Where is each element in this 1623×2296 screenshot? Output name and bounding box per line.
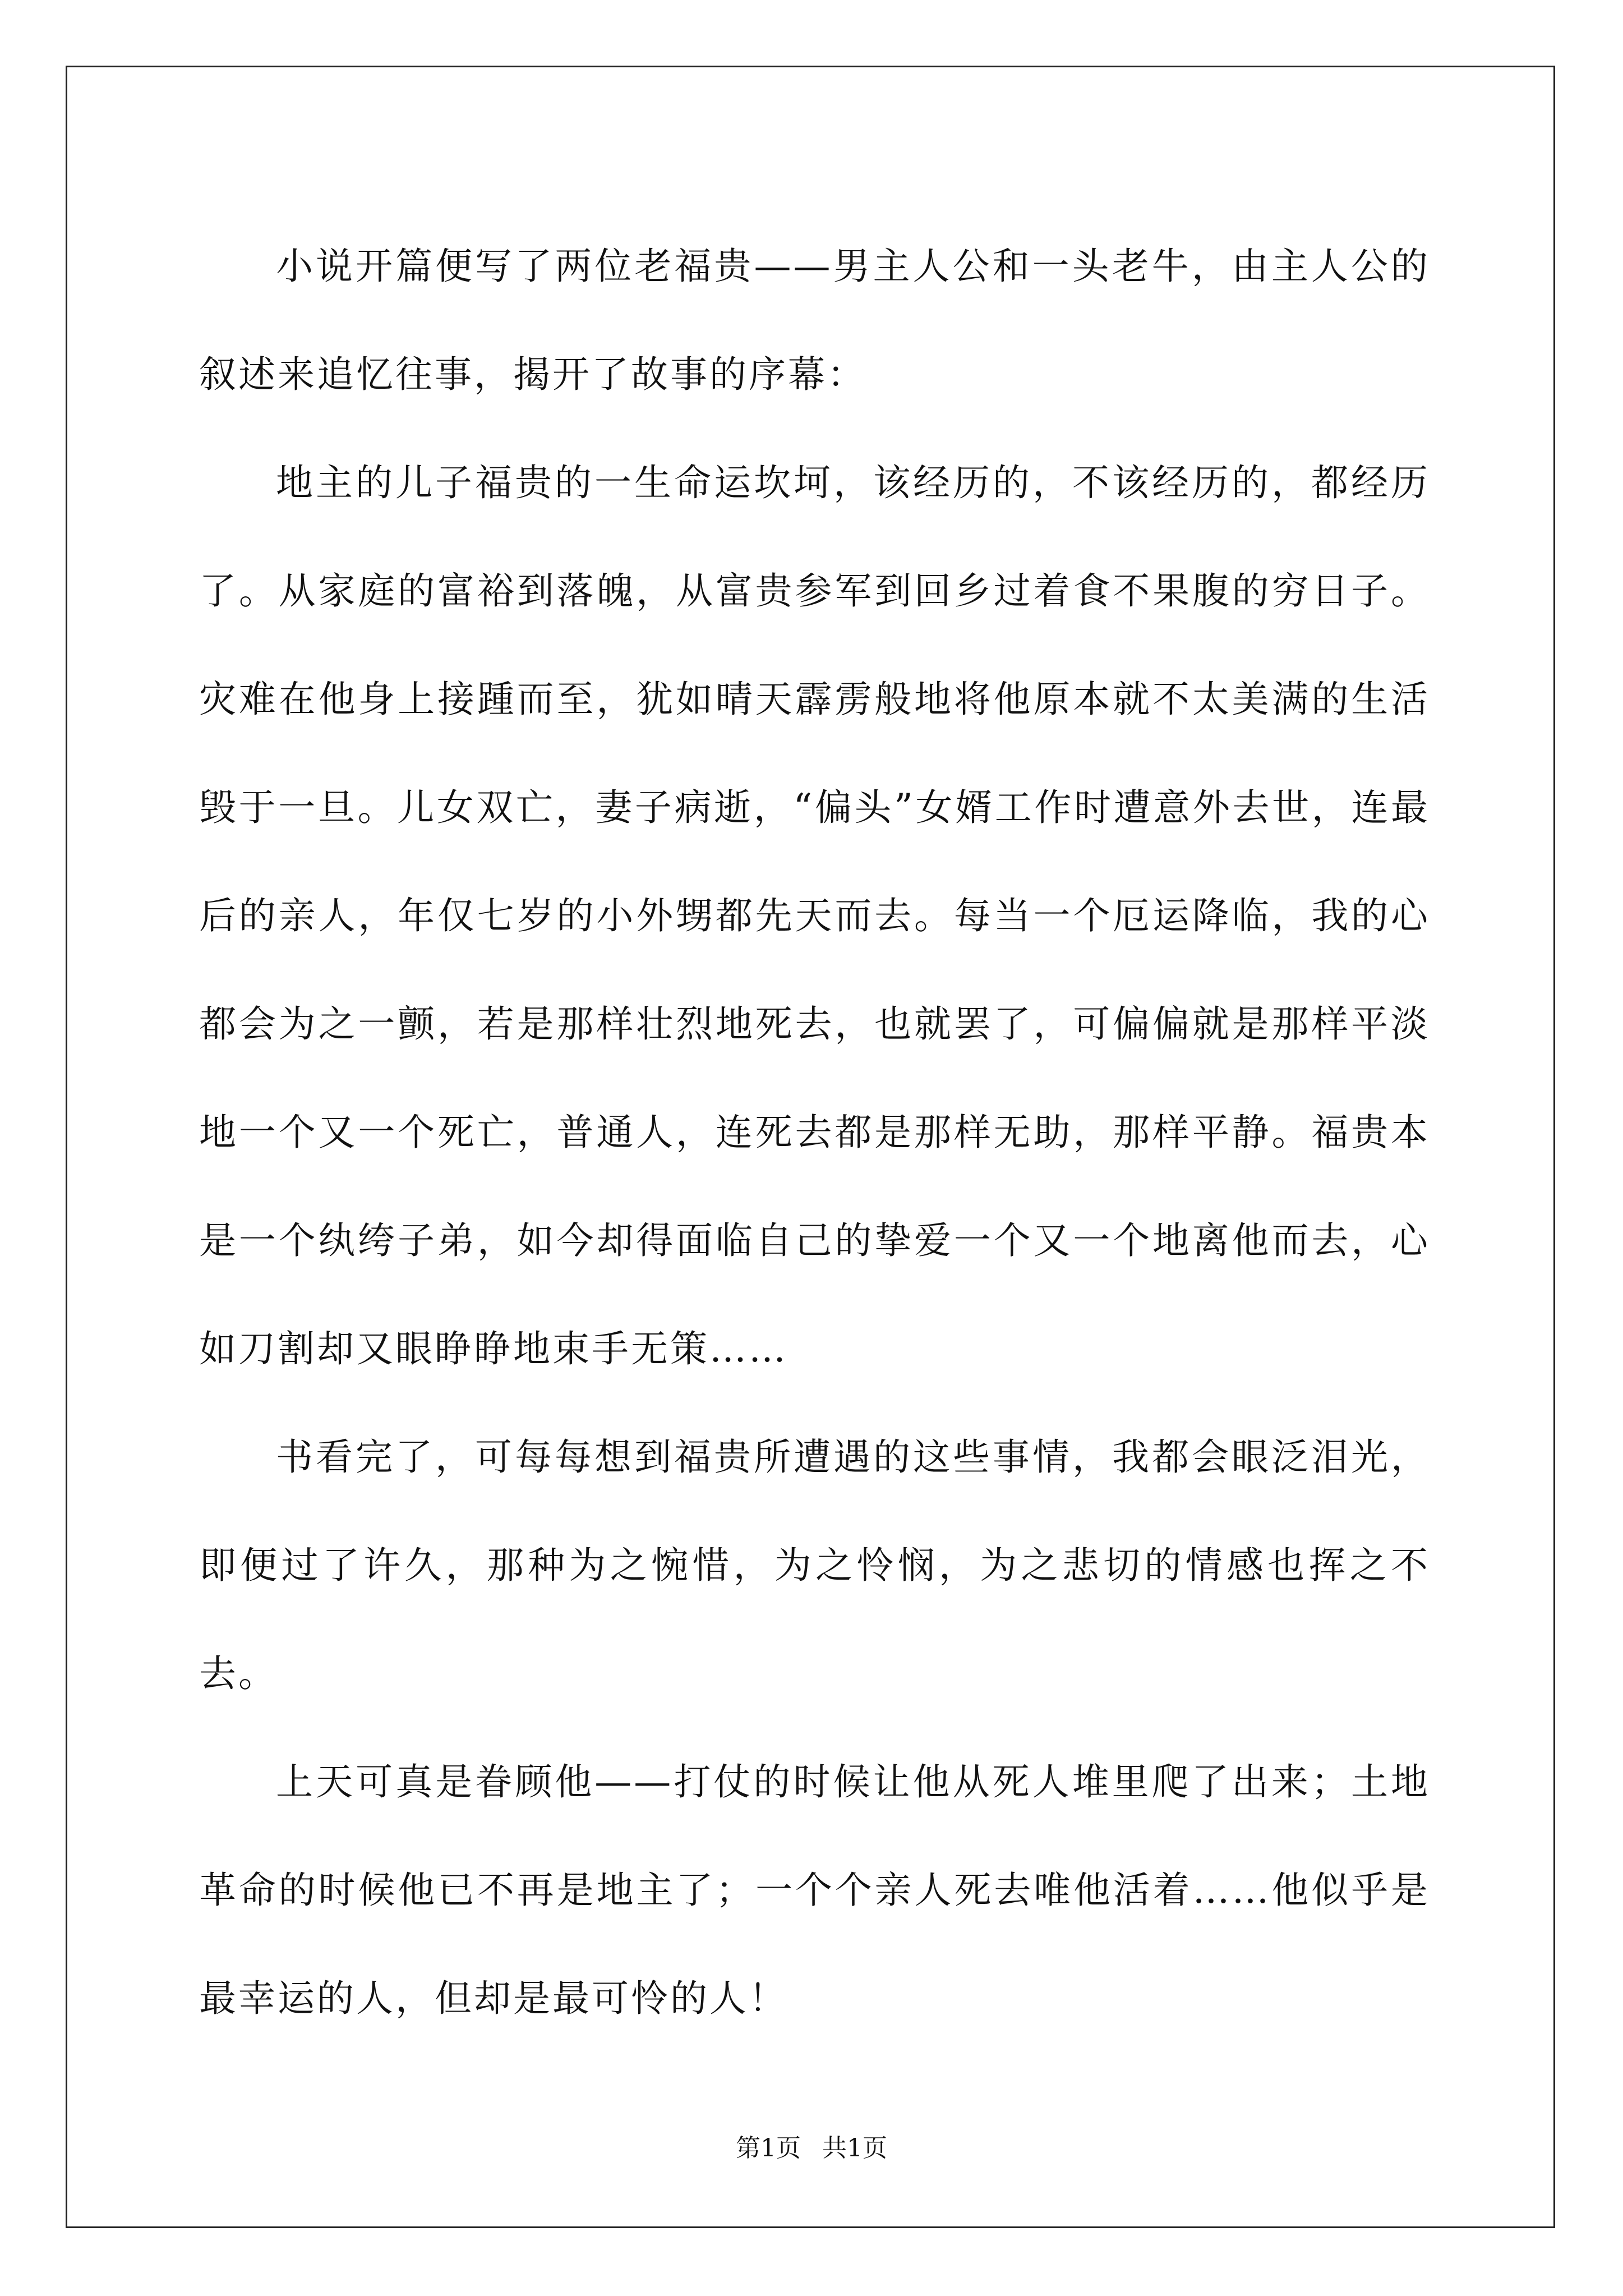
page-number-current: 第1页 — [736, 2134, 801, 2162]
paragraph-2: 地主的儿子福贵的一生命运坎坷，该经历的，不该经历的，都经历了。从家庭的富裕到落魄，从富贵参军到回乡过着食不果腹的穷日子。灾难在他身上接踵而至，犹如晴天霹雳般地将他原本就不太美满的生活毁于一旦。儿女双亡，妻子病逝，“偏头”女婿工作时遭意外去世，连最后的亲人，年仅七岁的小外甥都先天而去。每当一个厄运降临，我的心都会为之一颤，若是那样壮烈地死去，也就罢了，可偏偏就是那样平淡地一个又一个死亡，普通人，连死去都是那样无助，那样平静。福贵本是一个纨绔子弟，如今却得面临自己的挚爱一个又一个地离他而去，心如刀割却又眼睁睁地束手无策…… — [199, 461, 1430, 1370]
paragraph-1: 小说开篇便写了两位老福贵——男主人公和一头老牛，由主人公的叙述来追忆往事，揭开了故事的序幕： — [199, 245, 1430, 396]
paragraph-3: 书看完了，可每每想到福贵所遭遇的这些事情，我都会眼泛泪光，即便过了许久，那种为之惋惜，为之怜悯，为之悲切的情感也挥之不去。 — [199, 1435, 1430, 1695]
paragraph-4: 上天可真是眷顾他——打仗的时候让他从死人堆里爬了出来；土地革命的时候他已不再是地主了；一个个亲人死去唯他活着……他似乎是最幸运的人，但却是最可怜的人！ — [199, 1760, 1430, 2020]
page-number-total: 共1页 — [822, 2134, 887, 2162]
page-footer — [0, 2132, 1623, 2165]
document-body — [199, 212, 1430, 2053]
